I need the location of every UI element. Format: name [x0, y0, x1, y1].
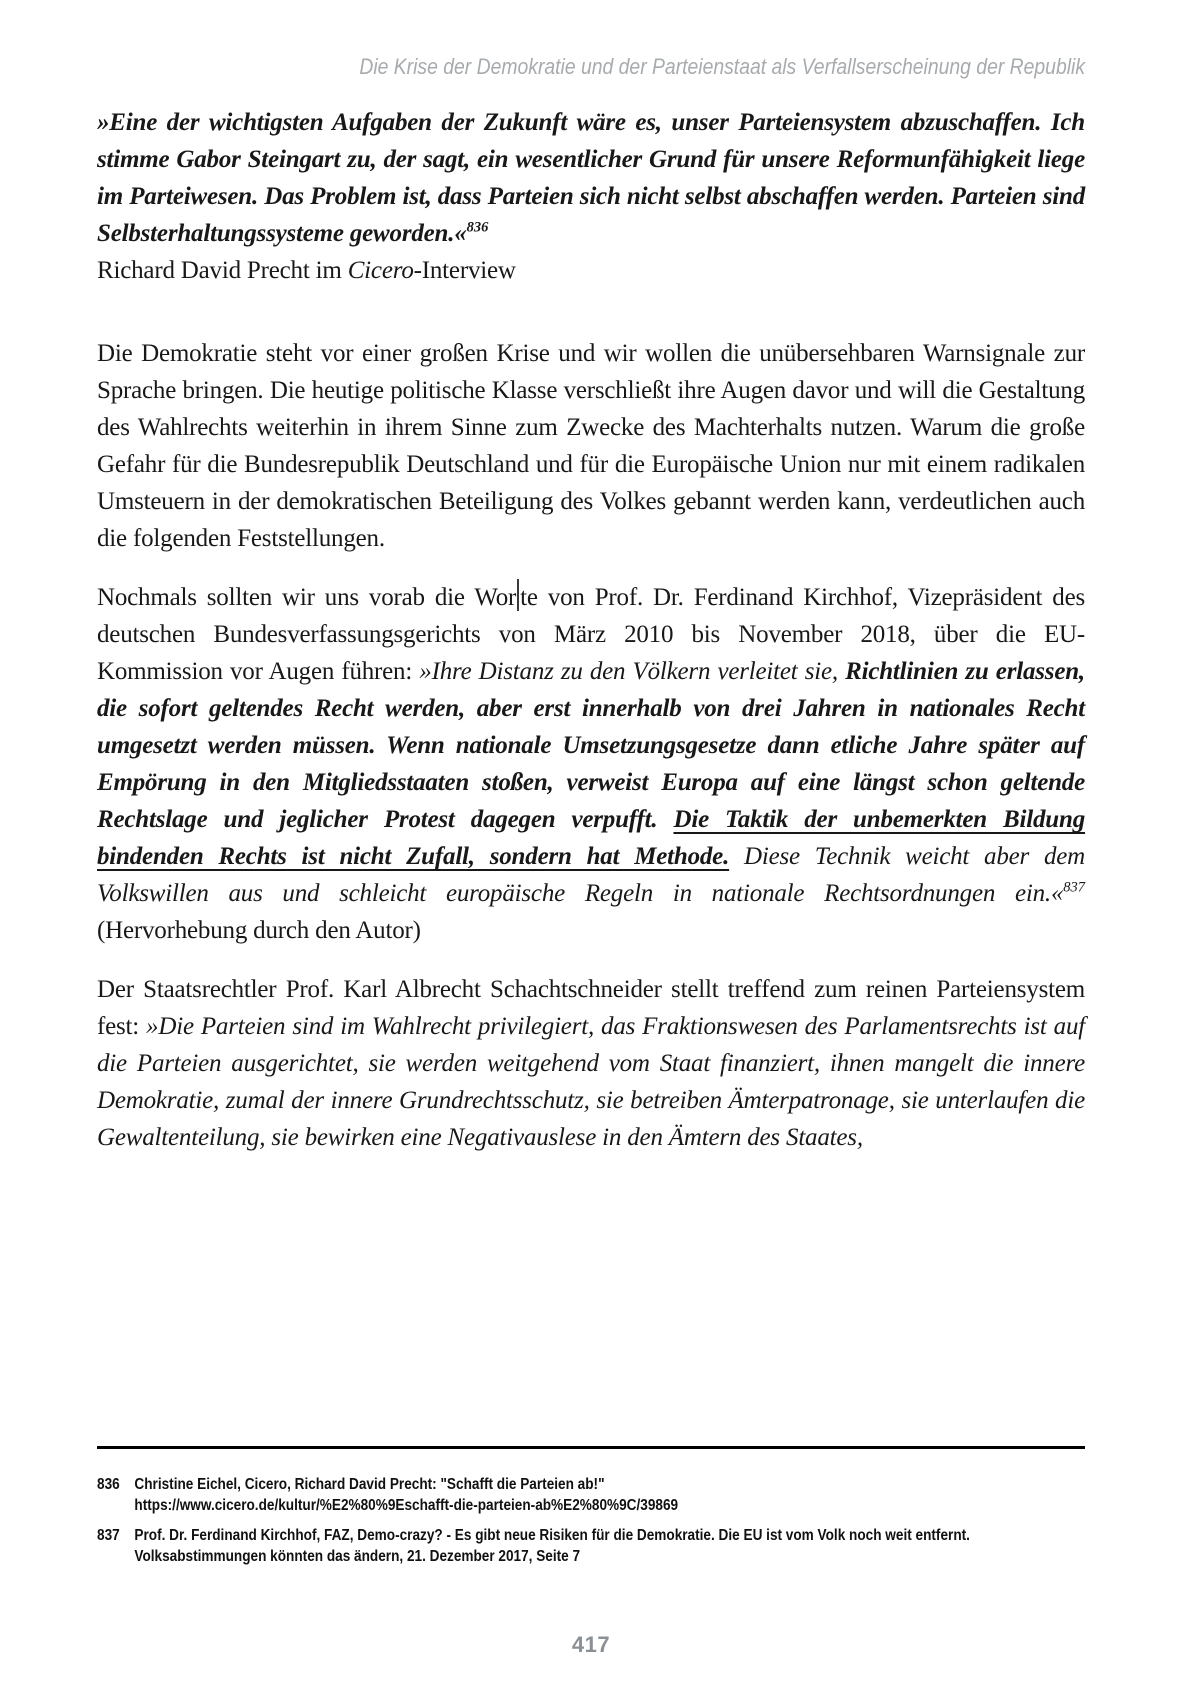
text-segment: Die Demokratie steht vor einer großen Krise und wir wollen die unübersehbaren Warnsignale zur Sprache bringen. Die heutige politische Klasse verschließt ihre Augen davor und will die Gestaltung des Wahlrechts weiterhin in ihrem Sinne zum Zwecke des Machterhalts nutzen. Warum die große Gefahr für die Bundesrepublik Deutschland und für die Europäische Union nur mit einem radikalen Umsteuern in der demokratischen Beteiligung des Volkes gebannt werden kann, verdeutlichen auch die folgenden Feststellungen. [97, 340, 1085, 552]
footnote-text [134, 1474, 936, 1516]
text-segment: »Ihre Distanz zu den Völkern verleitet sie, [419, 658, 846, 685]
text-segment: »Die Parteien sind im Wahlrecht privilegiert, das Fraktionswesen des Parlamentsrechts ist auf die Parteien ausgerichtet, sie werden weitgehend vom Staat finanziert, ihnen mangelt die innere Demokratie, zumal der innere Grundrechtsschutz, sie betreiben Ämterpatronage, sie unterlaufen die Gewaltenteilung, sie bewirken eine Negativauslese in den Ämtern des Staates, [97, 1013, 1085, 1151]
text-segment: -Interview [413, 257, 516, 284]
text-segment: Diese Technik weicht aber dem Volkswillen aus und schleicht europäische Regeln in nationale Rechtsordnungen ein.« [97, 843, 1086, 907]
footnote-line: Christine Eichel, Cicero, Richard David Precht: "Schafft die Parteien ab!" [134, 1476, 605, 1493]
quote-paragraph-precht [97, 104, 1085, 252]
text-segment: »Eine der wichtigsten Aufgaben der Zukunft wäre es, unser Parteiensystem abzuschaffen. Ich stimme Gabor Steingart zu, der sagt, ein wesentlicher Grund für unsere Reformunfähigkeit liege im Parteiwesen. Das Problem ist, dass Parteien sich nicht selbst abschaffen werden. Parteien sind Selbsterhaltungssysteme geworden.« [97, 109, 1085, 247]
footnotes-section [97, 1446, 1085, 1576]
text-cursor [517, 579, 519, 610]
body-paragraph-demokratie [97, 335, 1085, 557]
text-segment: Richtlinien zu erlassen, die sofort geltendes Recht werden, aber erst innerhalb von drei Jahren in nationales Recht umgesetzt werden müssen. Wenn nationale Umsetzungsgesetze dann etliche Jahre später auf Empörung in den Mitgliedsstaaten stoßen, verweist Europa auf eine längst schon geltende Rechtslage und jeglicher Protest dagegen verpufft. [97, 658, 1085, 833]
text-segment: Cicero [347, 257, 414, 284]
text-segment: te von Prof. Dr. Ferdinand Kirchhof, Vizepräsident des deutschen Bundesverfassungsgerichts von März 2010 bis November 2018, über die EU-Kommission vor Augen führen: [97, 584, 1085, 685]
footnote-divider [97, 1446, 1085, 1449]
footnote-line: Volksabstimmungen könnten das ändern, 21. Dezember 2017, Seite 7 [134, 1548, 581, 1565]
footnote-837 [97, 1525, 970, 1567]
body-paragraph-schachtschneider [97, 971, 1085, 1156]
footnote-number: 837 [97, 1527, 120, 1544]
footnote-text [134, 1525, 970, 1567]
text-segment: 836 [466, 219, 489, 236]
attribution-line [97, 252, 1085, 289]
text-segment: 837 [1063, 879, 1085, 896]
text-segment: Richard David Precht im [97, 257, 348, 284]
text-segment: Der Staatsrechtler Prof. Karl Albrecht Schachtschneider stellt treffend zum reinen Parteiensystem fest: [97, 976, 1085, 1040]
text-segment: Nochmals sollten wir uns vorab die Wor [97, 584, 517, 611]
footnote-line: Prof. Dr. Ferdinand Kirchhof, FAZ, Demo-crazy? - Es gibt neue Risiken für die Demokratie. Die EU ist vom Volk noch weit entfernt. [134, 1527, 970, 1544]
text-segment: Die Taktik der unbemerkten Bildung bindenden Rechts ist nicht Zufall, sondern hat Methode. [97, 806, 1086, 870]
body-paragraph-kirchhof [97, 579, 1085, 949]
page-content [97, 104, 1085, 1156]
footnote-number: 836 [97, 1476, 120, 1493]
footnote-url: https://www.cicero.de/kultur/%E2%80%9Eschafft-die-parteien-ab%E2%80%9C/39869 [134, 1497, 679, 1514]
footnote-836 [97, 1474, 937, 1516]
running-header: Die Krise der Demokratie und der Parteienstaat als Verfallserscheinung der Republik [359, 54, 1085, 79]
page-number: 417 [571, 1632, 611, 1657]
text-segment: (Hervorhebung durch den Autor) [97, 917, 421, 944]
